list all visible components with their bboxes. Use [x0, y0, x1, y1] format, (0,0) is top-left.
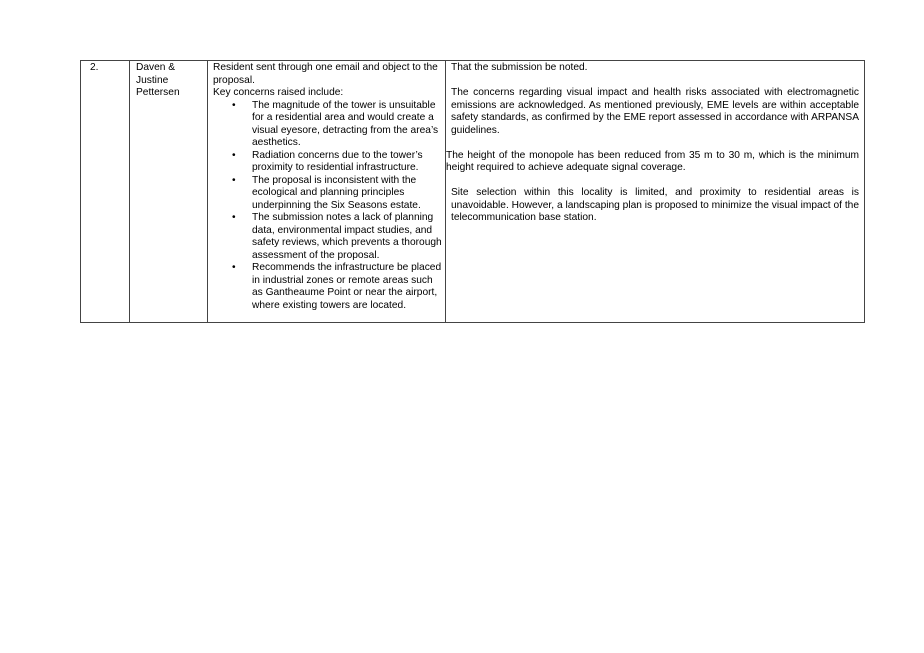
submitter-cell [130, 61, 208, 323]
row-number: 2. [90, 62, 99, 73]
response-cell [446, 61, 865, 323]
response-paragraph: Site selection within this locality is limited, and proximity to residential areas is unavoidable. However, a landscaping plan is proposed to minimize the visual impact of the telecommunication base station. [451, 187, 859, 223]
response-paragraph: The height of the monopole has been reduced from 35 m to 30 m, which is the minimum height required to achieve adequate signal coverage. [446, 149, 859, 173]
submission-cell [208, 61, 446, 323]
list-item: • Recommends the infrastructure be placed in industrial zones or remote areas such as Gantheaume Point or near the airport, where existing towers are located. [213, 262, 443, 312]
submissions-table [80, 60, 865, 323]
list-item: • The submission notes a lack of planning data, environmental impact studies, and safety reviews, which prevents a thorough assessment of the proposal. [213, 212, 443, 262]
response-paragraph: The concerns regarding visual impact and health risks associated with electromagnetic emissions are acknowledged. As mentioned previously, EME levels are within acceptable safety standards, as confirmed by the EME report assessed in accordance with ARPANSA guidelines. [451, 87, 859, 136]
list-item: • Radiation concerns due to the tower’s proximity to residential infrastructure. [213, 150, 443, 175]
submission-intro: Resident sent through one email and object to the proposal. [213, 62, 438, 86]
response-paragraph: That the submission be noted. [451, 62, 588, 73]
list-item: • The magnitude of the tower is unsuitable for a residential area and would create a visual eyesore, detracting from the area’s aesthetics. [213, 100, 443, 150]
concerns-list [213, 100, 443, 323]
table-row [81, 61, 865, 323]
row-number-cell [81, 61, 130, 323]
list-item: • The proposal is inconsistent with the ecological and planning principles underpinning the Six Seasons estate. [213, 175, 443, 213]
concerns-heading: Key concerns raised include: [213, 87, 344, 98]
submitter-name: Daven & Justine Pettersen [136, 62, 180, 98]
